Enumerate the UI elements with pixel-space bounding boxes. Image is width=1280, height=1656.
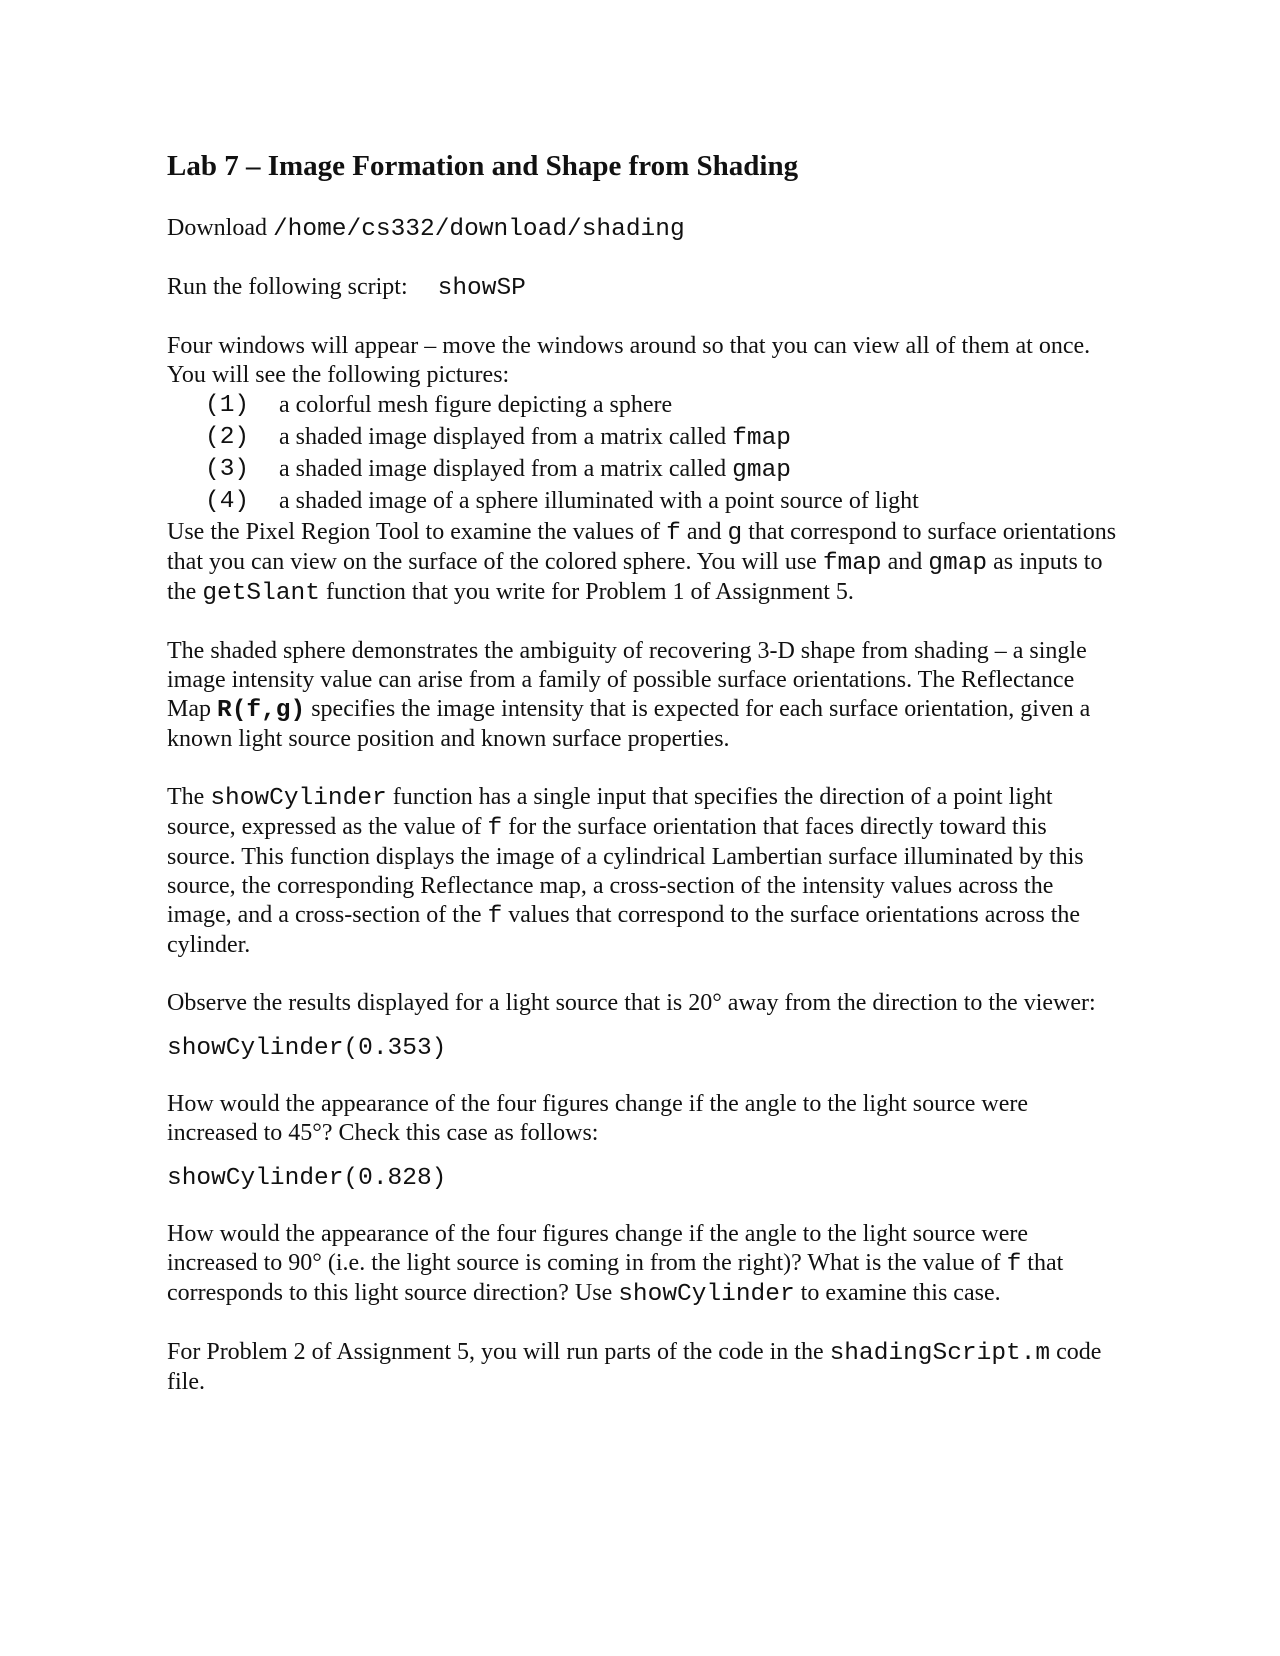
inline-code: f	[487, 815, 503, 842]
paragraph-pixel-region	[167, 518, 1117, 608]
list-item-text: a shaded image displayed from a matrix called	[279, 456, 733, 482]
code-line-1: showCylinder(0.353)	[167, 1035, 447, 1062]
run-label: Run the following script:	[167, 274, 408, 300]
text-run: For Problem 2 of Assignment 5, you will run parts of the code in the	[167, 1339, 830, 1365]
download-line	[167, 214, 1117, 244]
paragraph-45-degrees: How would the appearance of the four figures change if the angle to the light source were increased to 45°? Check this case as follows:	[167, 1091, 1028, 1146]
text-run: and	[680, 519, 728, 545]
paragraph-showcylinder	[167, 783, 1117, 960]
page-title: Lab 7 – Image Formation and Shape from Shading	[167, 150, 799, 182]
list-item-text: a colorful mesh figure depicting a sphere	[279, 392, 673, 418]
text-run: and	[881, 549, 929, 575]
paragraph-90-degrees	[167, 1220, 1117, 1309]
list-item	[167, 390, 1117, 422]
text-run: function has a single input that specifies the direction of a point light source, expressed as the value of	[167, 784, 1053, 840]
text-run: The shaded sphere demonstrates the ambiguity of recovering 3-D shape from shading – a single image intensity value can arise from a family of possible surface orientations. The Reflectance Map	[167, 638, 1087, 722]
list-item-code: fmap	[732, 425, 791, 452]
text-run: to examine this case.	[794, 1280, 1001, 1306]
inline-code: R(f,g)	[217, 697, 306, 724]
run-line	[167, 273, 1117, 303]
run-script: showSP	[437, 275, 526, 302]
text-run: How would the appearance of the four figures change if the angle to the light source were increased to 90° (i.e. the light source is coming in from the right)? What is the value of	[167, 1221, 1028, 1276]
inline-code: f	[1006, 1251, 1022, 1278]
inline-code: f	[666, 520, 681, 547]
list-item-number: (3)	[205, 456, 250, 483]
text-run: for the surface orientation that faces directly toward this source. This function displays the image of a cylindrical Lambertian surface illuminated by this source, the corresponding Reflectance map, a cross-section of the intensity values across the image, and a cross-section of the	[167, 814, 1084, 928]
text-run: Use the Pixel Region Tool to examine the values of	[167, 519, 667, 545]
paragraph-observe: Observe the results displayed for a light source that is 20° away from the direction to the viewer:	[167, 990, 1096, 1016]
list-item-number: (4)	[205, 488, 250, 515]
list-item-number: (2)	[205, 424, 250, 451]
text-run: that corresponds to this light source direction? Use	[167, 1250, 1064, 1306]
text-run: The	[167, 784, 211, 810]
inline-code: showCylinder	[618, 1281, 795, 1308]
list-item	[167, 486, 1117, 518]
inline-code: getSlant	[202, 580, 320, 607]
inline-code: g	[727, 520, 743, 547]
text-run: values that correspond to the surface orientations across the cylinder.	[167, 902, 1081, 958]
list-item	[167, 454, 1117, 486]
paragraph-ambiguity	[167, 637, 1117, 754]
list-item-text: a shaded image displayed from a matrix called	[279, 424, 733, 450]
text-run: that correspond to surface orientations that you can view on the surface of the colored sphere. You will use	[167, 519, 1117, 575]
inline-code: showCylinder	[210, 785, 387, 812]
paragraph-problem-2	[167, 1338, 1117, 1397]
text-run: as inputs to the	[167, 549, 1103, 605]
picture-list	[167, 390, 1117, 518]
text-run: function that you write for Problem 1 of Assignment 5.	[319, 579, 854, 605]
list-item	[167, 422, 1117, 454]
download-label: Download	[167, 215, 267, 241]
text-run: specifies the image intensity that is expected for each surface orientation, given a known light source position and known surface properties.	[167, 696, 1091, 752]
inline-code: gmap	[928, 550, 988, 577]
inline-code: shadingScript.m	[829, 1340, 1051, 1367]
inline-code: fmap	[822, 550, 882, 577]
text-run: code file.	[167, 1339, 1102, 1395]
document-content	[167, 148, 1117, 1397]
list-item-text: a shaded image of a sphere illuminated with a point source of light	[279, 488, 919, 514]
code-line-2: showCylinder(0.828)	[167, 1165, 447, 1192]
inline-code: f	[487, 903, 503, 930]
list-item-code: gmap	[732, 457, 791, 484]
paragraph-windows: Four windows will appear – move the windows around so that you can view all of them at once. You will see the following pictures:	[167, 333, 1091, 388]
download-path: /home/cs332/download/shading	[272, 216, 685, 243]
list-item-number: (1)	[205, 392, 250, 419]
